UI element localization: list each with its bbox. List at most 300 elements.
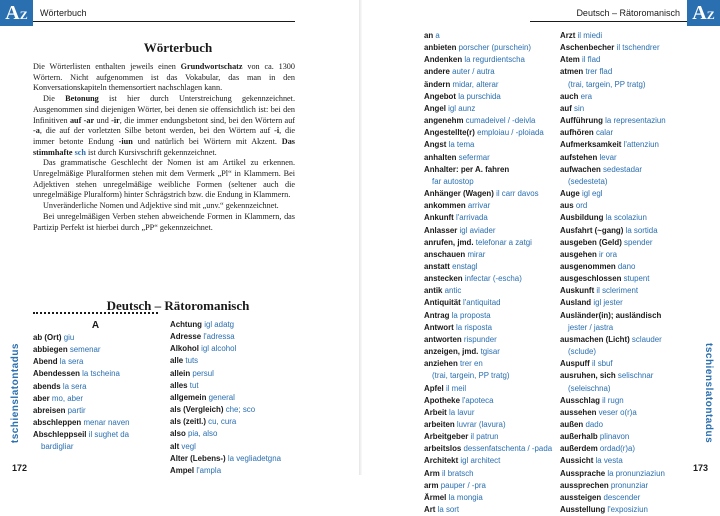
german-term: Ausfahrt (~gang) <box>560 225 624 235</box>
romansh-translation: l'apoteca <box>462 395 494 405</box>
dictionary-entry <box>560 395 690 407</box>
german-term: Antiquität <box>424 298 461 308</box>
romansh-translation: descender <box>603 492 641 502</box>
german-term: Auspuff <box>560 359 590 369</box>
dictionary-entry <box>560 407 690 419</box>
german-term: Alkohol <box>170 344 199 354</box>
dictionary-entry <box>560 176 690 188</box>
german-term: anzeigen, jmd. <box>424 347 479 357</box>
right-page <box>362 0 720 515</box>
dictionary-entry <box>170 392 305 404</box>
romansh-translation: calar <box>595 128 614 138</box>
dictionary-entry <box>33 344 163 356</box>
dictionary-entry <box>560 79 690 91</box>
dictionary-entry <box>424 176 557 188</box>
running-header-left: Wörterbuch <box>40 8 87 18</box>
romansh-translation: igl aunz <box>448 103 476 113</box>
german-term: arbeitslos <box>424 444 462 454</box>
dictionary-entry <box>560 200 690 212</box>
dictionary-entry <box>170 428 305 440</box>
romansh-translation: la lavur <box>449 407 475 417</box>
dictionary-entry <box>424 115 557 127</box>
german-term: ändern <box>424 79 451 89</box>
dictionary-entry <box>560 127 690 139</box>
romansh-translation: levar <box>599 152 617 162</box>
dictionary-entry <box>560 310 690 322</box>
german-term: als (Vergleich) <box>170 405 224 415</box>
dictionary-entry <box>424 42 557 54</box>
page-title: Wörterbuch <box>143 40 213 55</box>
romansh-translation: l'exposiziun <box>607 505 648 515</box>
romansh-translation: pronunziar <box>610 480 649 490</box>
german-term: aussehen <box>560 407 597 417</box>
german-term: Antwort <box>424 322 454 332</box>
dictionary-entry <box>560 358 690 370</box>
dictionary-entry <box>424 383 557 395</box>
german-term: Angst <box>424 140 447 150</box>
romansh-translation: il scleriment <box>596 286 639 296</box>
german-term: anbieten <box>424 43 457 53</box>
dictionary-entry <box>424 152 557 164</box>
romansh-translation: tut <box>189 380 199 390</box>
german-term: Adresse <box>170 332 202 342</box>
romansh-translation: la tema <box>448 140 475 150</box>
romansh-translation: cumadeivel / -deivla <box>465 116 536 126</box>
side-tab: tschienslatontadus <box>703 342 714 443</box>
german-term: Ärmel <box>424 492 447 502</box>
romansh-translation: era <box>580 91 593 101</box>
german-term: aber <box>33 393 50 403</box>
romansh-translation: igl architect <box>460 456 501 466</box>
dictionary-column <box>170 319 305 477</box>
romansh-translation: semenar <box>69 345 101 355</box>
german-term: Abschleppseil <box>33 430 87 440</box>
header-rule <box>33 21 295 22</box>
dictionary-entry <box>170 453 305 465</box>
german-term: Ankunft <box>424 213 454 223</box>
dictionary-entry <box>424 443 557 455</box>
dictionary-entry <box>424 419 557 431</box>
german-term: alt <box>170 441 180 451</box>
dictionary-entry <box>560 370 690 382</box>
dictionary-entry <box>170 343 305 355</box>
dictionary-entry <box>170 441 305 453</box>
romansh-translation: plinavon <box>599 432 630 442</box>
romansh-translation: porscher (purschein) <box>458 43 532 53</box>
romansh-translation: vegl <box>181 441 196 451</box>
german-term: Aufführung <box>560 116 603 126</box>
german-term: ausgeschlossen <box>560 274 622 284</box>
dictionary-entry <box>424 103 557 115</box>
romansh-translation: la sera <box>62 381 87 391</box>
romansh-translation: l'antiquitad <box>463 298 501 308</box>
german-term: Arbeitgeber <box>424 432 469 442</box>
dictionary-entry <box>424 468 557 480</box>
dictionary-entry <box>424 370 557 382</box>
german-term: ausruhen, sich <box>560 371 616 381</box>
romansh-translation: la risposta <box>456 322 492 332</box>
dictionary-entry <box>560 273 690 285</box>
dictionary-entry <box>424 164 557 176</box>
german-term: Angel <box>424 103 446 113</box>
romansh-translation: la proposta <box>451 310 491 320</box>
german-term: antik <box>424 286 443 296</box>
dictionary-entry <box>170 404 305 416</box>
romansh-translation: sclauder <box>631 334 662 344</box>
romansh-translation: midar, alterar <box>452 79 499 89</box>
dictionary-entry <box>424 212 557 224</box>
page-number: 173 <box>692 463 708 473</box>
german-term: an <box>424 31 434 40</box>
dictionary-entry <box>424 237 557 249</box>
romansh-translation: general <box>208 392 235 402</box>
german-term: also <box>170 429 186 439</box>
romansh-translation: pauper / -pra <box>440 480 486 490</box>
romansh-translation: tuts <box>185 356 199 366</box>
romansh-translation: enstagl <box>452 261 478 271</box>
romansh-translation: la sortida <box>625 225 658 235</box>
romansh-translation: mo, aber <box>51 393 84 403</box>
dictionary-entry <box>33 405 163 417</box>
dictionary-entry <box>424 188 557 200</box>
german-term: Andenken <box>424 55 463 65</box>
romansh-translation: la scolaziun <box>605 213 647 223</box>
romansh-translation: (seleischna) <box>568 383 611 393</box>
side-tab: tschienslatontadus <box>10 342 21 443</box>
dictionary-entry <box>424 200 557 212</box>
german-term: Apfel <box>424 383 444 393</box>
german-term: anrufen, jmd. <box>424 237 474 247</box>
german-term: Auge <box>560 189 580 199</box>
dictionary-entry <box>170 416 305 428</box>
german-term: Ausland <box>560 298 592 308</box>
german-term: Angebot <box>424 91 456 101</box>
german-term: Arzt <box>560 31 576 40</box>
german-term: ab (Ort) <box>33 333 62 342</box>
romansh-translation: auter / autra <box>452 67 495 77</box>
dictionary-entry <box>560 249 690 261</box>
dictionary-entry <box>560 431 690 443</box>
dictionary-entry <box>424 54 557 66</box>
romansh-translation: luvrar (lavura) <box>456 420 506 429</box>
dictionary-entry <box>170 368 305 380</box>
romansh-translation: bardigliar <box>41 442 74 452</box>
german-term: abreisen <box>33 405 66 415</box>
romansh-translation: spender <box>624 237 653 247</box>
german-term: aussteigen <box>560 492 602 502</box>
german-term: aus <box>560 201 574 211</box>
german-term: ausgenommen <box>560 261 616 271</box>
dictionary-entry <box>424 30 557 42</box>
german-term: Apotheke <box>424 395 460 405</box>
page-number: 172 <box>12 463 28 473</box>
dictionary-entry <box>560 237 690 249</box>
dictionary-entry <box>33 429 163 441</box>
dictionary-entry <box>424 346 557 358</box>
dictionary-entry <box>560 164 690 176</box>
german-term: ankommen <box>424 201 466 211</box>
german-term: Aschenbecher <box>560 43 615 53</box>
german-term: Angestellte(r) <box>424 128 475 138</box>
dictionary-entry <box>424 91 557 103</box>
romansh-translation: il sughet da <box>88 430 130 440</box>
german-term: Aussicht <box>560 456 594 466</box>
romansh-translation: tgisar <box>480 347 500 357</box>
romansh-translation: far autostop <box>432 176 474 186</box>
german-term: Anhänger (Wagen) <box>424 189 494 199</box>
dictionary-entry <box>424 455 557 467</box>
dictionary-entry <box>33 393 163 405</box>
romansh-translation: selischnar <box>617 371 654 381</box>
dictionary-entry <box>170 465 305 477</box>
romansh-translation: l'arrivada <box>456 213 488 223</box>
dictionary-entry <box>560 346 690 358</box>
dictionary-entry <box>424 480 557 492</box>
dictionary-entry <box>33 381 163 393</box>
german-term: Antrag <box>424 310 450 320</box>
romansh-translation: pia, also <box>188 429 218 439</box>
german-term: allein <box>170 368 191 378</box>
dictionary-entry <box>560 419 690 431</box>
german-term: Ausländer(in); ausländisch <box>560 310 662 320</box>
german-term: anziehen <box>424 359 458 369</box>
dictionary-entry <box>560 261 690 273</box>
german-term: allgemein <box>170 392 207 402</box>
dictionary-entry <box>170 319 305 331</box>
romansh-translation: l'adressa <box>203 332 235 342</box>
dictionary-entry <box>424 407 557 419</box>
dictionary-entry <box>33 368 163 380</box>
dictionary-entry <box>33 356 163 368</box>
dictionary-entry <box>560 91 690 103</box>
german-term: anschauen <box>424 249 466 259</box>
dictionary-entry <box>424 79 557 91</box>
romansh-translation: il sbuf <box>592 359 613 369</box>
romansh-translation: antic <box>444 286 462 296</box>
romansh-translation: la purschida <box>458 91 501 101</box>
romansh-translation: dado <box>585 420 604 429</box>
german-term: außerhalb <box>560 432 598 442</box>
header-rule <box>530 21 687 22</box>
german-term: abbiegen <box>33 345 68 355</box>
romansh-translation: la sera <box>59 357 84 367</box>
romansh-translation: la tscheina <box>82 369 120 379</box>
dictionary-entry <box>424 273 557 285</box>
dictionary-entry <box>33 417 163 429</box>
romansh-translation: menar naven <box>83 418 130 428</box>
romansh-translation: igl aviader <box>459 225 496 235</box>
german-term: auch <box>560 91 579 101</box>
romansh-translation: igl jester <box>593 298 623 308</box>
german-term: Anhalter: per A. fahren <box>424 164 510 174</box>
romansh-translation: trer en <box>459 359 483 369</box>
section-title: Deutsch – Rätoromanisch <box>106 298 250 313</box>
romansh-translation: il carr davos <box>496 189 539 199</box>
romansh-translation: la vesta <box>595 456 623 466</box>
german-term: Aufmerksamkeit <box>560 140 622 150</box>
dictionary-entry <box>424 139 557 151</box>
romansh-translation: rispunder <box>463 334 497 344</box>
romansh-translation: arrivar <box>467 201 491 211</box>
dictionary-entry <box>424 431 557 443</box>
dictionary-entry <box>424 225 557 237</box>
running-header-right: Deutsch – Rätoromanisch <box>576 8 680 18</box>
romansh-translation: igl alcohol <box>201 344 237 354</box>
section-letter: A <box>91 320 100 331</box>
dictionary-entry <box>560 188 690 200</box>
romansh-translation: jester / jastra <box>568 322 614 332</box>
german-term: ausgeben (Geld) <box>560 237 622 247</box>
romansh-translation: veser o(r)a <box>598 407 637 417</box>
german-term: abschleppen <box>33 418 82 428</box>
dictionary-entry <box>424 297 557 309</box>
german-term: aufwachen <box>560 164 601 174</box>
dictionary-entry <box>424 358 557 370</box>
dictionary-entry <box>560 504 690 516</box>
romansh-translation: l'ampla <box>196 465 222 475</box>
german-term: alle <box>170 356 184 366</box>
romansh-translation: dessenfatschenta / -pada <box>463 444 553 454</box>
romansh-translation: cu, cura <box>208 417 237 427</box>
german-term: Arbeit <box>424 407 447 417</box>
romansh-translation: (trai, targein, PP tratg) <box>568 79 646 89</box>
romansh-translation: il patrun <box>470 432 499 442</box>
german-term: anhalten <box>424 152 457 162</box>
left-page <box>0 0 360 475</box>
romansh-translation: igl adatg <box>204 320 235 329</box>
dictionary-entry <box>560 455 690 467</box>
romansh-translation: partir <box>67 405 86 415</box>
german-term: abends <box>33 381 61 391</box>
dictionary-entry <box>424 66 557 78</box>
romansh-translation: ord <box>575 201 588 211</box>
romansh-translation: la representaziun <box>605 116 666 126</box>
romansh-translation: la sort <box>437 505 460 515</box>
german-term: antworten <box>424 334 462 344</box>
german-term: Arm <box>424 468 440 478</box>
romansh-translation: il rugn <box>602 395 624 405</box>
romansh-translation: persul <box>192 368 214 378</box>
romansh-translation: il tschendrer <box>616 43 660 53</box>
romansh-translation: telefonar a zatgi <box>475 237 532 247</box>
german-term: Auskunft <box>560 286 595 296</box>
romansh-translation: (trai, targein, PP tratg) <box>432 371 510 381</box>
romansh-translation: ordad(r)a) <box>599 444 636 454</box>
german-term: andere <box>424 67 450 77</box>
german-term: angenehm <box>424 116 464 126</box>
romansh-translation: il miedi <box>577 31 603 40</box>
romansh-translation: che; sco <box>225 405 256 415</box>
romansh-translation: stupent <box>623 274 650 284</box>
german-term: ausgehen <box>560 249 597 259</box>
dictionary-entry <box>560 468 690 480</box>
german-term: aussprechen <box>560 480 609 490</box>
romansh-translation: dano <box>617 261 636 271</box>
romansh-translation: a <box>435 31 440 40</box>
dictionary-entry <box>424 249 557 261</box>
dictionary-entry <box>170 355 305 367</box>
german-term: aufhören <box>560 128 594 138</box>
german-term: Architekt <box>424 456 459 466</box>
romansh-translation: la vegliadetgna <box>227 453 281 463</box>
romansh-translation: mirar <box>467 249 486 259</box>
dictionary-entry <box>560 30 690 42</box>
dictionary-entry <box>424 261 557 273</box>
dictionary-entry <box>560 383 690 395</box>
german-term: arbeiten <box>424 420 455 429</box>
romansh-translation: emploiau / -ploiada <box>477 128 544 138</box>
german-term: atmen <box>560 67 584 77</box>
dictionary-entry <box>424 492 557 504</box>
german-term: Art <box>424 505 436 515</box>
romansh-translation: igl egl <box>581 189 603 199</box>
dictionary-entry <box>560 285 690 297</box>
dictionary-entry <box>560 152 690 164</box>
romansh-translation: giu <box>63 333 75 342</box>
german-term: Ausstellung <box>560 505 606 515</box>
dictionary-column <box>424 30 557 516</box>
dictionary-column <box>33 332 163 454</box>
dictionary-entry <box>560 322 690 334</box>
dictionary-entry <box>170 331 305 343</box>
german-term: anstatt <box>424 261 450 271</box>
dictionary-entry <box>33 332 163 344</box>
dictionary-entry <box>424 504 557 516</box>
dictionary-entry <box>560 492 690 504</box>
dictionary-entry <box>560 103 690 115</box>
dictionary-entry <box>424 334 557 346</box>
dictionary-entry <box>424 127 557 139</box>
german-term: Anlasser <box>424 225 458 235</box>
german-term: anstecken <box>424 274 463 284</box>
dictionary-entry <box>170 380 305 392</box>
romansh-translation: (sclude) <box>568 347 597 357</box>
az-logo-icon: AZ <box>0 0 33 26</box>
dictionary-entry <box>560 297 690 309</box>
romansh-translation: il bratsch <box>442 468 474 478</box>
romansh-translation: sefermar <box>458 152 490 162</box>
romansh-translation: ir ora <box>599 249 618 259</box>
intro-text: Die Wörterlisten enthalten jeweils einen Grundwortschatz von ca. 1300 Wörtern. Nicht aufgenommen ist das Vokabular, das man in den Konversationskapiteln themensortiert nachschlagen kann. Die Betonung ist hier durch Unterstreichung gekennzeichnet. Ausgenommen sind diejenigen Wörter, bei denen sie offensichtlich ist: bei den Infinitiven auf -ar und -ir, die immer endungsbetont sind, bei den Wörtern auf -a, die auf der vorletzten Silbe betont werden, bei den Wörtern auf -i, die immer betonte Endung -iun und natürlich bei Wörtern mit Akzent. Das stimmhafte sch ist durch Kursivschrift gekennzeichnet. Das grammatische Geschlecht der Nomen ist am Artikel zu erkennen. Unregelmäßige Pluralformen stehen mit dem Vermerk „Pl“ in Klammern. Bei Adjektiven stehen unregelmäßige weibliche Formen (seltener auch die unregelmäßige Pluralform) hinter Schrägstrich bzw. die Endung in Klammern. Unveränderliche Nomen und Adjektive sind mit „unv.“ gekennzeichnet. Bei unregelmäßigen Verben stehen abweichende Formen in Klammern, das Partizip Perfekt ist hierbei durch „PP“ gekennzeichnet. <box>33 62 296 232</box>
dictionary-entry <box>560 115 690 127</box>
dictionary-entry <box>424 310 557 322</box>
dictionary-entry <box>560 443 690 455</box>
romansh-translation: il meil <box>445 383 467 393</box>
romansh-translation: sin <box>574 103 585 113</box>
romansh-translation: trer flad <box>585 67 613 77</box>
german-term: außerdem <box>560 444 598 454</box>
german-term: aufstehen <box>560 152 598 162</box>
romansh-translation: la mongia <box>448 492 483 502</box>
dictionary-entry <box>33 441 163 453</box>
dictionary-entry <box>560 480 690 492</box>
dictionary-entry <box>560 225 690 237</box>
romansh-translation: sedestadar <box>602 164 643 174</box>
german-term: auf <box>560 103 572 113</box>
german-term: Atem <box>560 55 580 65</box>
german-term: Ausschlag <box>560 395 600 405</box>
german-term: Abend <box>33 357 58 367</box>
romansh-translation: il flad <box>581 55 601 65</box>
dictionary-entry <box>560 212 690 224</box>
dotted-divider <box>33 312 158 314</box>
romansh-translation: (sedesteta) <box>568 176 608 186</box>
dictionary-entry <box>424 322 557 334</box>
dictionary-entry <box>560 334 690 346</box>
german-term: Aussprache <box>560 468 606 478</box>
german-term: Achtung <box>170 320 202 329</box>
german-term: Abendessen <box>33 369 80 379</box>
